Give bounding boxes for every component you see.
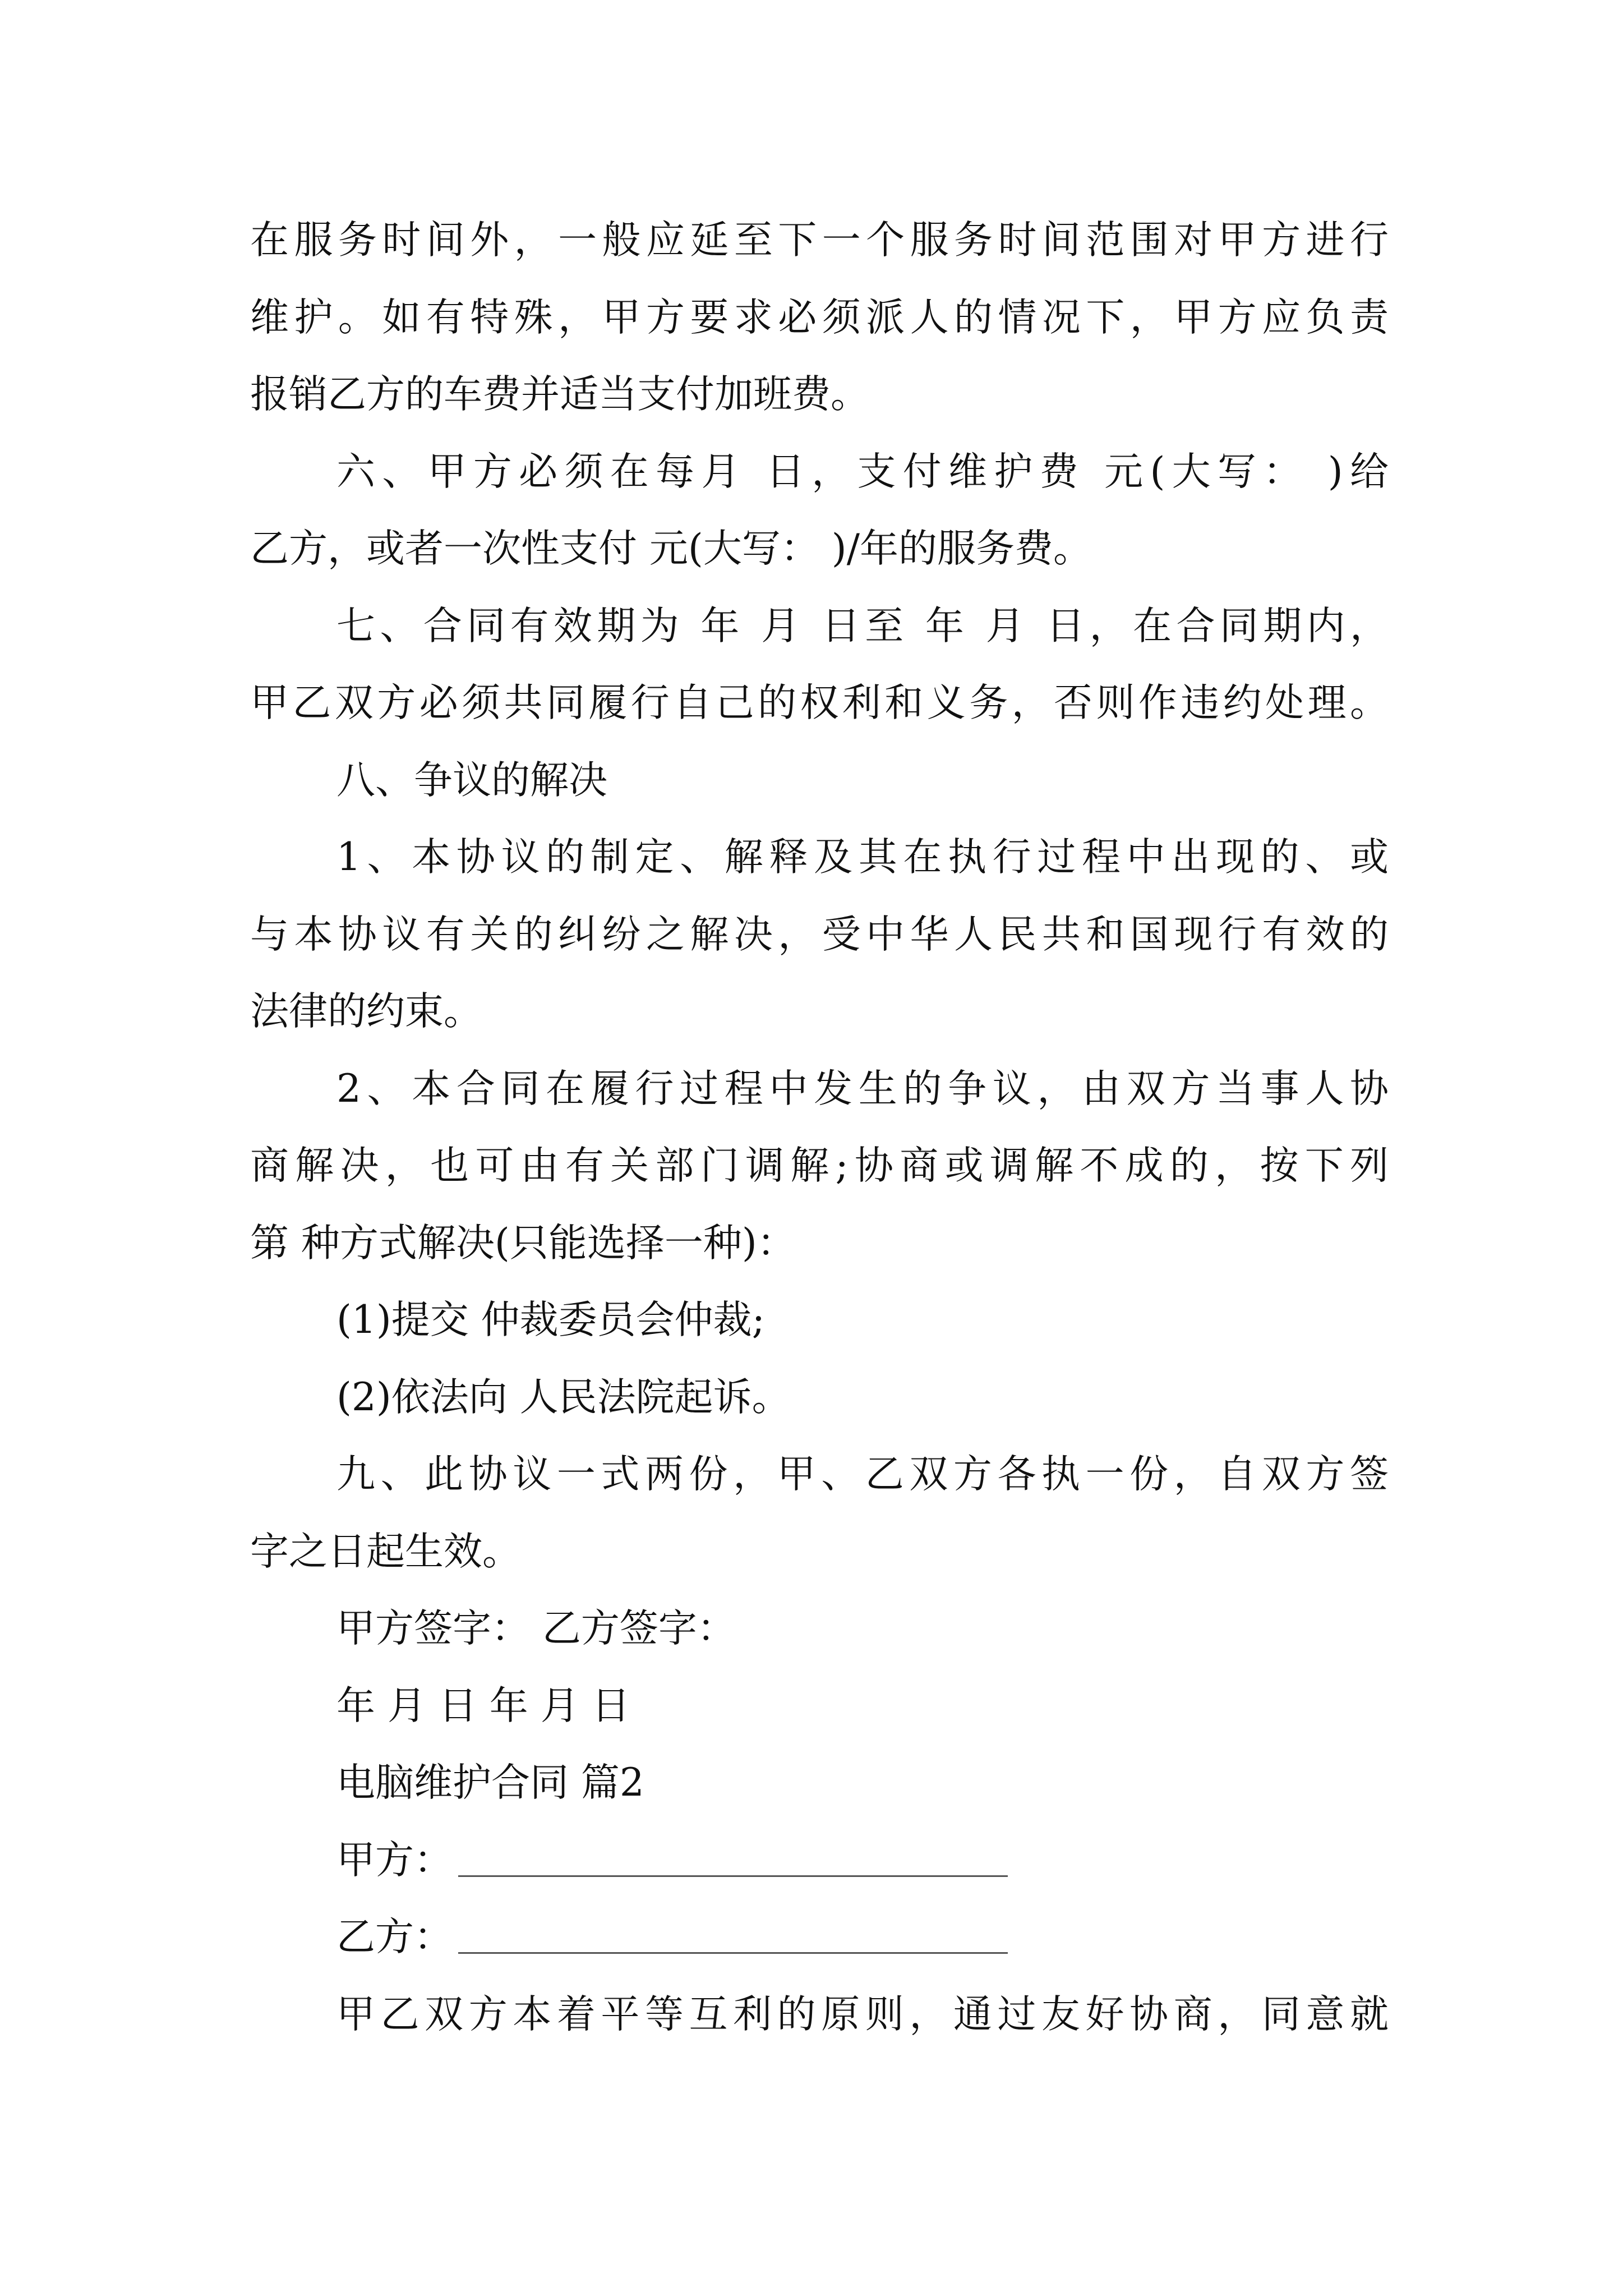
party-a-blank xyxy=(458,1875,1008,1877)
party-a-field xyxy=(250,1822,1389,1899)
option-2-line: (2)依法向 人民法院起诉。 xyxy=(336,1374,791,1420)
text-line: 在服务时间外，一般应延至下一个服务时间范围对甲方进行 xyxy=(250,218,1389,263)
signature-line: 甲方签字： 乙方签字： xyxy=(336,1606,736,1651)
clause-8-1-line: 1、本协议的制定、解释及其在执行过程中出现的、或 xyxy=(336,835,1389,880)
text-line: 乙方，或者一次性支付 元(大写： )/年的服务费。 xyxy=(250,526,1092,571)
text-line: 与本协议有关的纠纷之解决，受中华人民共和国现行有效的 xyxy=(250,912,1389,957)
clause-7-line: 七、合同有效期为 年 月 日至 年 月 日，在合同期内， xyxy=(336,603,1389,648)
party-b-field xyxy=(250,1899,1389,1976)
date-line: 年 月 日 年 月 日 xyxy=(336,1683,630,1728)
party-b-blank xyxy=(458,1952,1008,1954)
intro-line: 甲乙双方本着平等互利的原则，通过友好协商，同意就 xyxy=(336,1991,1389,2037)
clause-8-heading: 八、争议的解决 xyxy=(336,757,607,803)
text-line: 商解决，也可由有关部门调解;协商或调解不成的，按下列 xyxy=(250,1143,1389,1188)
party-b-label: 乙方： xyxy=(336,1915,453,1959)
option-1-line: (1)提交 仲裁委员会仲裁; xyxy=(336,1297,765,1342)
text-line: 维护。如有特殊，甲方要求必须派人的情况下，甲方应负责 xyxy=(250,295,1389,340)
clause-9-line: 九、此协议一式两份，甲、乙双方各执一份，自双方签 xyxy=(336,1452,1389,1497)
section-title: 电脑维护合同 篇2 xyxy=(336,1760,644,1805)
text-line: 第 种方式解决(只能选择一种)： xyxy=(250,1220,796,1266)
text-line: 字之日起生效。 xyxy=(250,1529,521,1574)
text-line: 报销乙方的车费并适当支付加班费。 xyxy=(250,372,869,417)
clause-6-line: 六、甲方必须在每月 日，支付维护费 元(大写： )给 xyxy=(336,449,1389,494)
clause-8-2-line: 2、本合同在履行过程中发生的争议，由双方当事人协 xyxy=(336,1066,1389,1111)
text-line: 法律的约束。 xyxy=(250,989,482,1034)
text-line: 甲乙双方必须共同履行自己的权利和义务，否则作违约处理。 xyxy=(250,680,1389,725)
party-a-label: 甲方： xyxy=(336,1837,453,1883)
contract-text-block xyxy=(250,202,1389,2053)
